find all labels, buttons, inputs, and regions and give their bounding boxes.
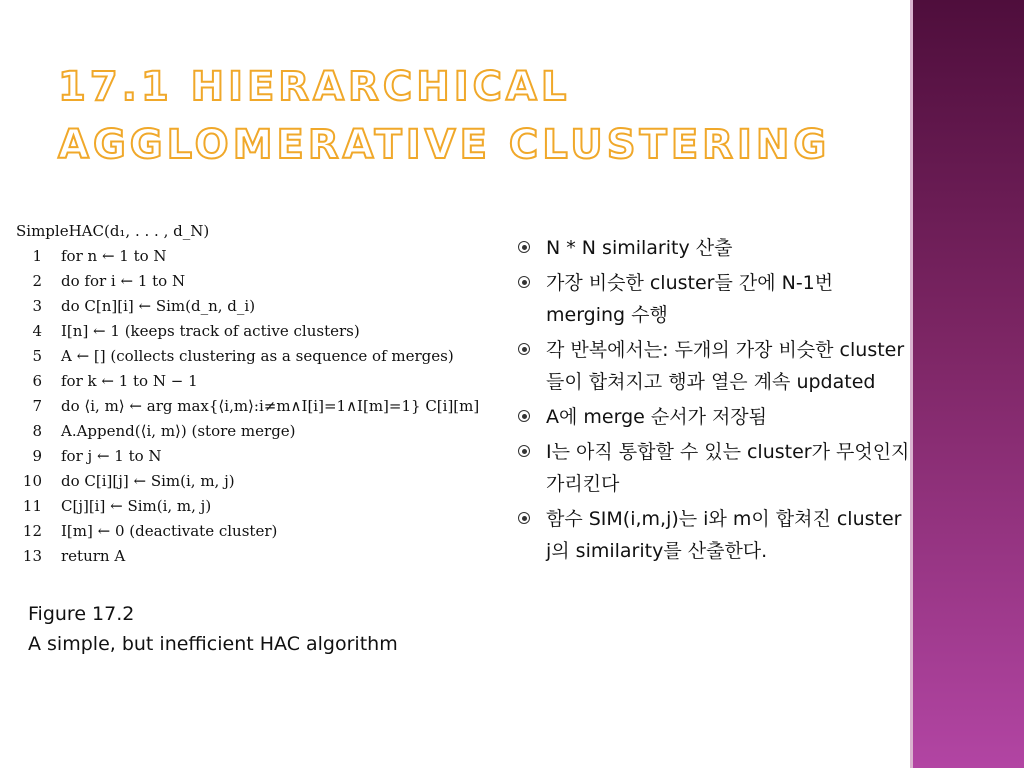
bullet-item — [518, 436, 910, 500]
line-number: 1 — [32, 247, 42, 265]
line-code: do for i ← 1 to N — [61, 272, 186, 290]
line-number: 2 — [32, 272, 42, 290]
line-code: A.Append(⟨i, m⟩) (store merge) — [61, 422, 296, 440]
line-code: do C[n][i] ← Sim(d_n, d_i) — [61, 297, 256, 315]
line-number: 10 — [22, 472, 42, 490]
bullet-text: 함수 SIM(i,m,j)는 i와 m이 합쳐진 cluster j의 similarity를 산출한다. — [546, 508, 902, 562]
bullet-item — [518, 503, 910, 567]
line-code: A ← [] (collects clustering as a sequence of merges) — [61, 347, 454, 365]
slide-title — [58, 58, 898, 174]
bullet-text: A에 merge 순서가 저장됨 — [546, 406, 768, 428]
bullet-item — [518, 232, 910, 264]
bullet-item — [518, 334, 910, 398]
line-number: 11 — [22, 497, 42, 515]
circle-bullet-icon — [518, 512, 530, 524]
line-number: 4 — [32, 322, 42, 340]
decorative-sidebar — [913, 0, 1024, 768]
line-number: 13 — [22, 547, 42, 565]
line-code: do ⟨i, m⟩ ← arg max{⟨i,m⟩:i≠m∧I[i]=1∧I[m]=1} C[i][m] — [61, 397, 480, 415]
bullet-text: I는 아직 통합할 수 있는 cluster가 무엇인지 가리킨다 — [546, 441, 910, 495]
line-code: I[m] ← 0 (deactivate cluster) — [61, 522, 278, 540]
line-code: I[n] ← 1 (keeps track of active clusters) — [61, 322, 360, 340]
bullet-text: 가장 비슷한 cluster들 간에 N-1번 merging 수행 — [546, 272, 834, 326]
line-code: do C[i][j] ← Sim(i, m, j) — [61, 472, 235, 490]
algorithm-header-text: SimpleHAC(d₁, . . . , d_N) — [16, 222, 210, 240]
caption-description: A simple, but inefficient HAC algorithm — [28, 633, 398, 655]
circle-bullet-icon — [518, 410, 530, 422]
line-number: 8 — [32, 422, 42, 440]
line-number: 12 — [22, 522, 42, 540]
line-number: 5 — [32, 347, 42, 365]
line-number: 9 — [32, 447, 42, 465]
line-number: 6 — [32, 372, 42, 390]
circle-bullet-icon — [518, 445, 530, 457]
circle-bullet-icon — [518, 343, 530, 355]
line-number: 7 — [32, 397, 42, 415]
line-code: C[j][i] ← Sim(i, m, j) — [61, 497, 212, 515]
bullet-item — [518, 401, 910, 433]
caption-figure-number: Figure 17.2 — [28, 603, 135, 625]
line-code: for j ← 1 to N — [61, 447, 162, 465]
circle-bullet-icon — [518, 276, 530, 288]
bullet-list — [518, 232, 910, 570]
line-code: for k ← 1 to N − 1 — [61, 372, 198, 390]
title-line-1: 17.1 HIERARCHICAL — [58, 64, 571, 110]
bullet-text: N * N similarity 산출 — [546, 237, 733, 259]
line-code: for n ← 1 to N — [61, 247, 167, 265]
circle-bullet-icon — [518, 241, 530, 253]
algorithm-figure — [16, 222, 510, 567]
figure-caption — [28, 599, 498, 659]
title-line-2: AGGLOMERATIVE CLUSTERING — [58, 122, 831, 168]
bullet-item — [518, 267, 910, 331]
bullet-text: 각 반복에서는: 두개의 가장 비슷한 cluster들이 합쳐지고 행과 열은 계속 updated — [546, 339, 905, 393]
line-number: 3 — [32, 297, 42, 315]
line-code: return A — [61, 547, 126, 565]
